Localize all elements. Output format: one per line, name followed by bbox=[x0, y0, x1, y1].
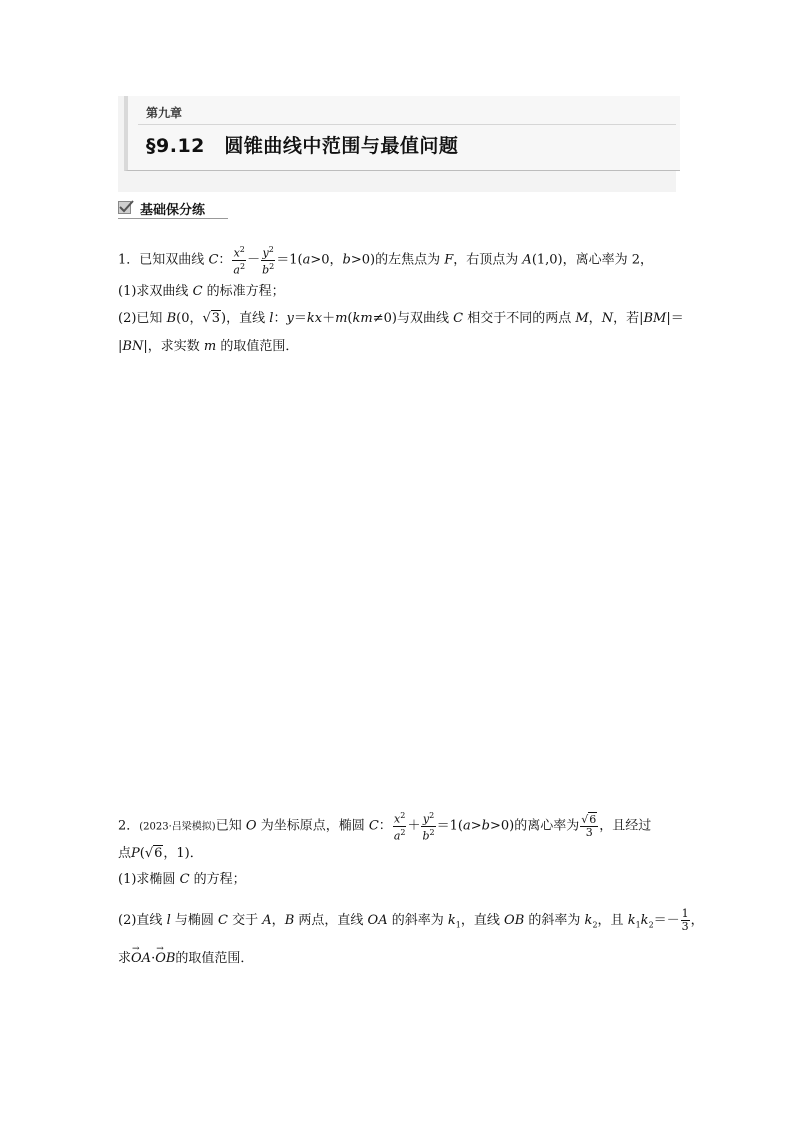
page-title: §9.12 圆锥曲线中范围与最值问题 bbox=[146, 135, 459, 157]
problem-2-stem-cont: 点P(√6，1)． bbox=[118, 846, 203, 861]
section-label: 基础保分练 bbox=[140, 203, 206, 218]
problem-1-stem: 1．已知双曲线 C： $\frac{x^2}{a^2}$ － $\frac{y^2}{b^2}$ ＝1(a>0，b>0)的左焦点为 F，右顶点为 A(1,0)，离心率为 2， bbox=[118, 245, 654, 277]
chapter-label: 第九章 bbox=[146, 106, 183, 120]
problem-2-stem: 2．(2023·吕梁模拟)已知 O 为坐标原点，椭圆 C： $\frac{x^2}{a^2}$ ＋ $\frac{y^2}{b^2}$ ＝1(a>b>0)的离心率为 $\frac{√6}{3}$ ，且经过 bbox=[118, 811, 652, 843]
problem-2-part-2: (2)直线 l 与椭圆 C 交于 A，B 两点，直线 OA 的斜率为 $k_1$，直线 OB 的斜率为 $k_2$，且 $k_1k_2=-$ $\frac{1}{3}$ ， bbox=[118, 907, 704, 933]
section-tag bbox=[118, 198, 228, 219]
problem-1-part-1: (1)求双曲线 C 的标准方程； bbox=[118, 284, 285, 299]
divider bbox=[138, 124, 676, 125]
problem-1-part-2: (2)已知 B(0，√3)，直线 l：y＝kx＋m(km≠0)与双曲线 C 相交于不同的两点 M，N，若|BM|＝ bbox=[118, 311, 684, 326]
problem-2-part-1: (1)求椭圆 C 的方程； bbox=[118, 872, 246, 887]
problem-1-part-2-cont: |BN|，求实数 m 的取值范围． bbox=[118, 339, 299, 354]
checkbox-icon bbox=[118, 200, 134, 214]
problem-2-part-2-cont: 求→ OA·→ OB的取值范围． bbox=[118, 950, 253, 968]
